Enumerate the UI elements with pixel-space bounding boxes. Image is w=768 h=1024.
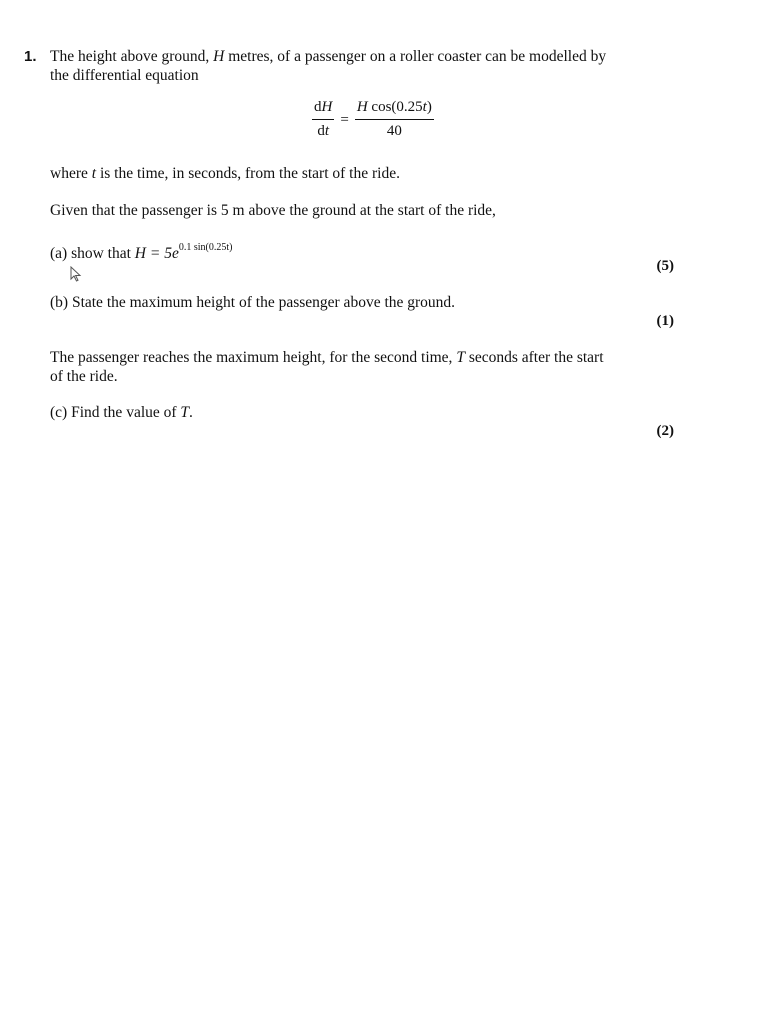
given-line: Given that the passenger is 5 m above the ground at the start of the ride, xyxy=(50,202,496,219)
intro-line-1: The height above ground, H metres, of a passenger on a roller coaster can be modelled by xyxy=(50,48,607,65)
differential-equation xyxy=(312,99,434,140)
rhs-denominator: 40 xyxy=(386,123,402,139)
intro-line-2: the differential equation xyxy=(50,67,199,84)
lhs-numerator: dH xyxy=(312,99,334,120)
rhs-numerator: H cos(0.25t) xyxy=(355,99,434,120)
part-b-marks: (1) xyxy=(656,313,674,329)
rhs-fraction xyxy=(355,99,434,140)
part-c-marks: (2) xyxy=(656,423,674,439)
second-time-line-2: of the ride. xyxy=(50,368,118,385)
part-b: (b) State the maximum height of the passenger above the ground. xyxy=(50,294,456,311)
part-c: (c) Find the value of T. xyxy=(50,404,193,421)
mouse-pointer-icon xyxy=(70,266,82,282)
part-a-exponent: 0.1 sin(0.25t) xyxy=(178,242,233,253)
second-time-line-1: The passenger reaches the maximum height, for the second time, T seconds after the start xyxy=(50,349,604,366)
question-number: 1. xyxy=(24,48,37,65)
lhs-denominator: dt xyxy=(317,123,329,139)
part-a-marks: (5) xyxy=(656,258,674,274)
part-a: (a) show that $H = 5e^{0.1 sin(0.25t)}$ xyxy=(50,242,233,262)
where-line: where t is the time, in seconds, from the start of the ride. xyxy=(50,165,400,182)
lhs-fraction xyxy=(312,99,334,140)
equals-sign: = xyxy=(340,112,349,128)
